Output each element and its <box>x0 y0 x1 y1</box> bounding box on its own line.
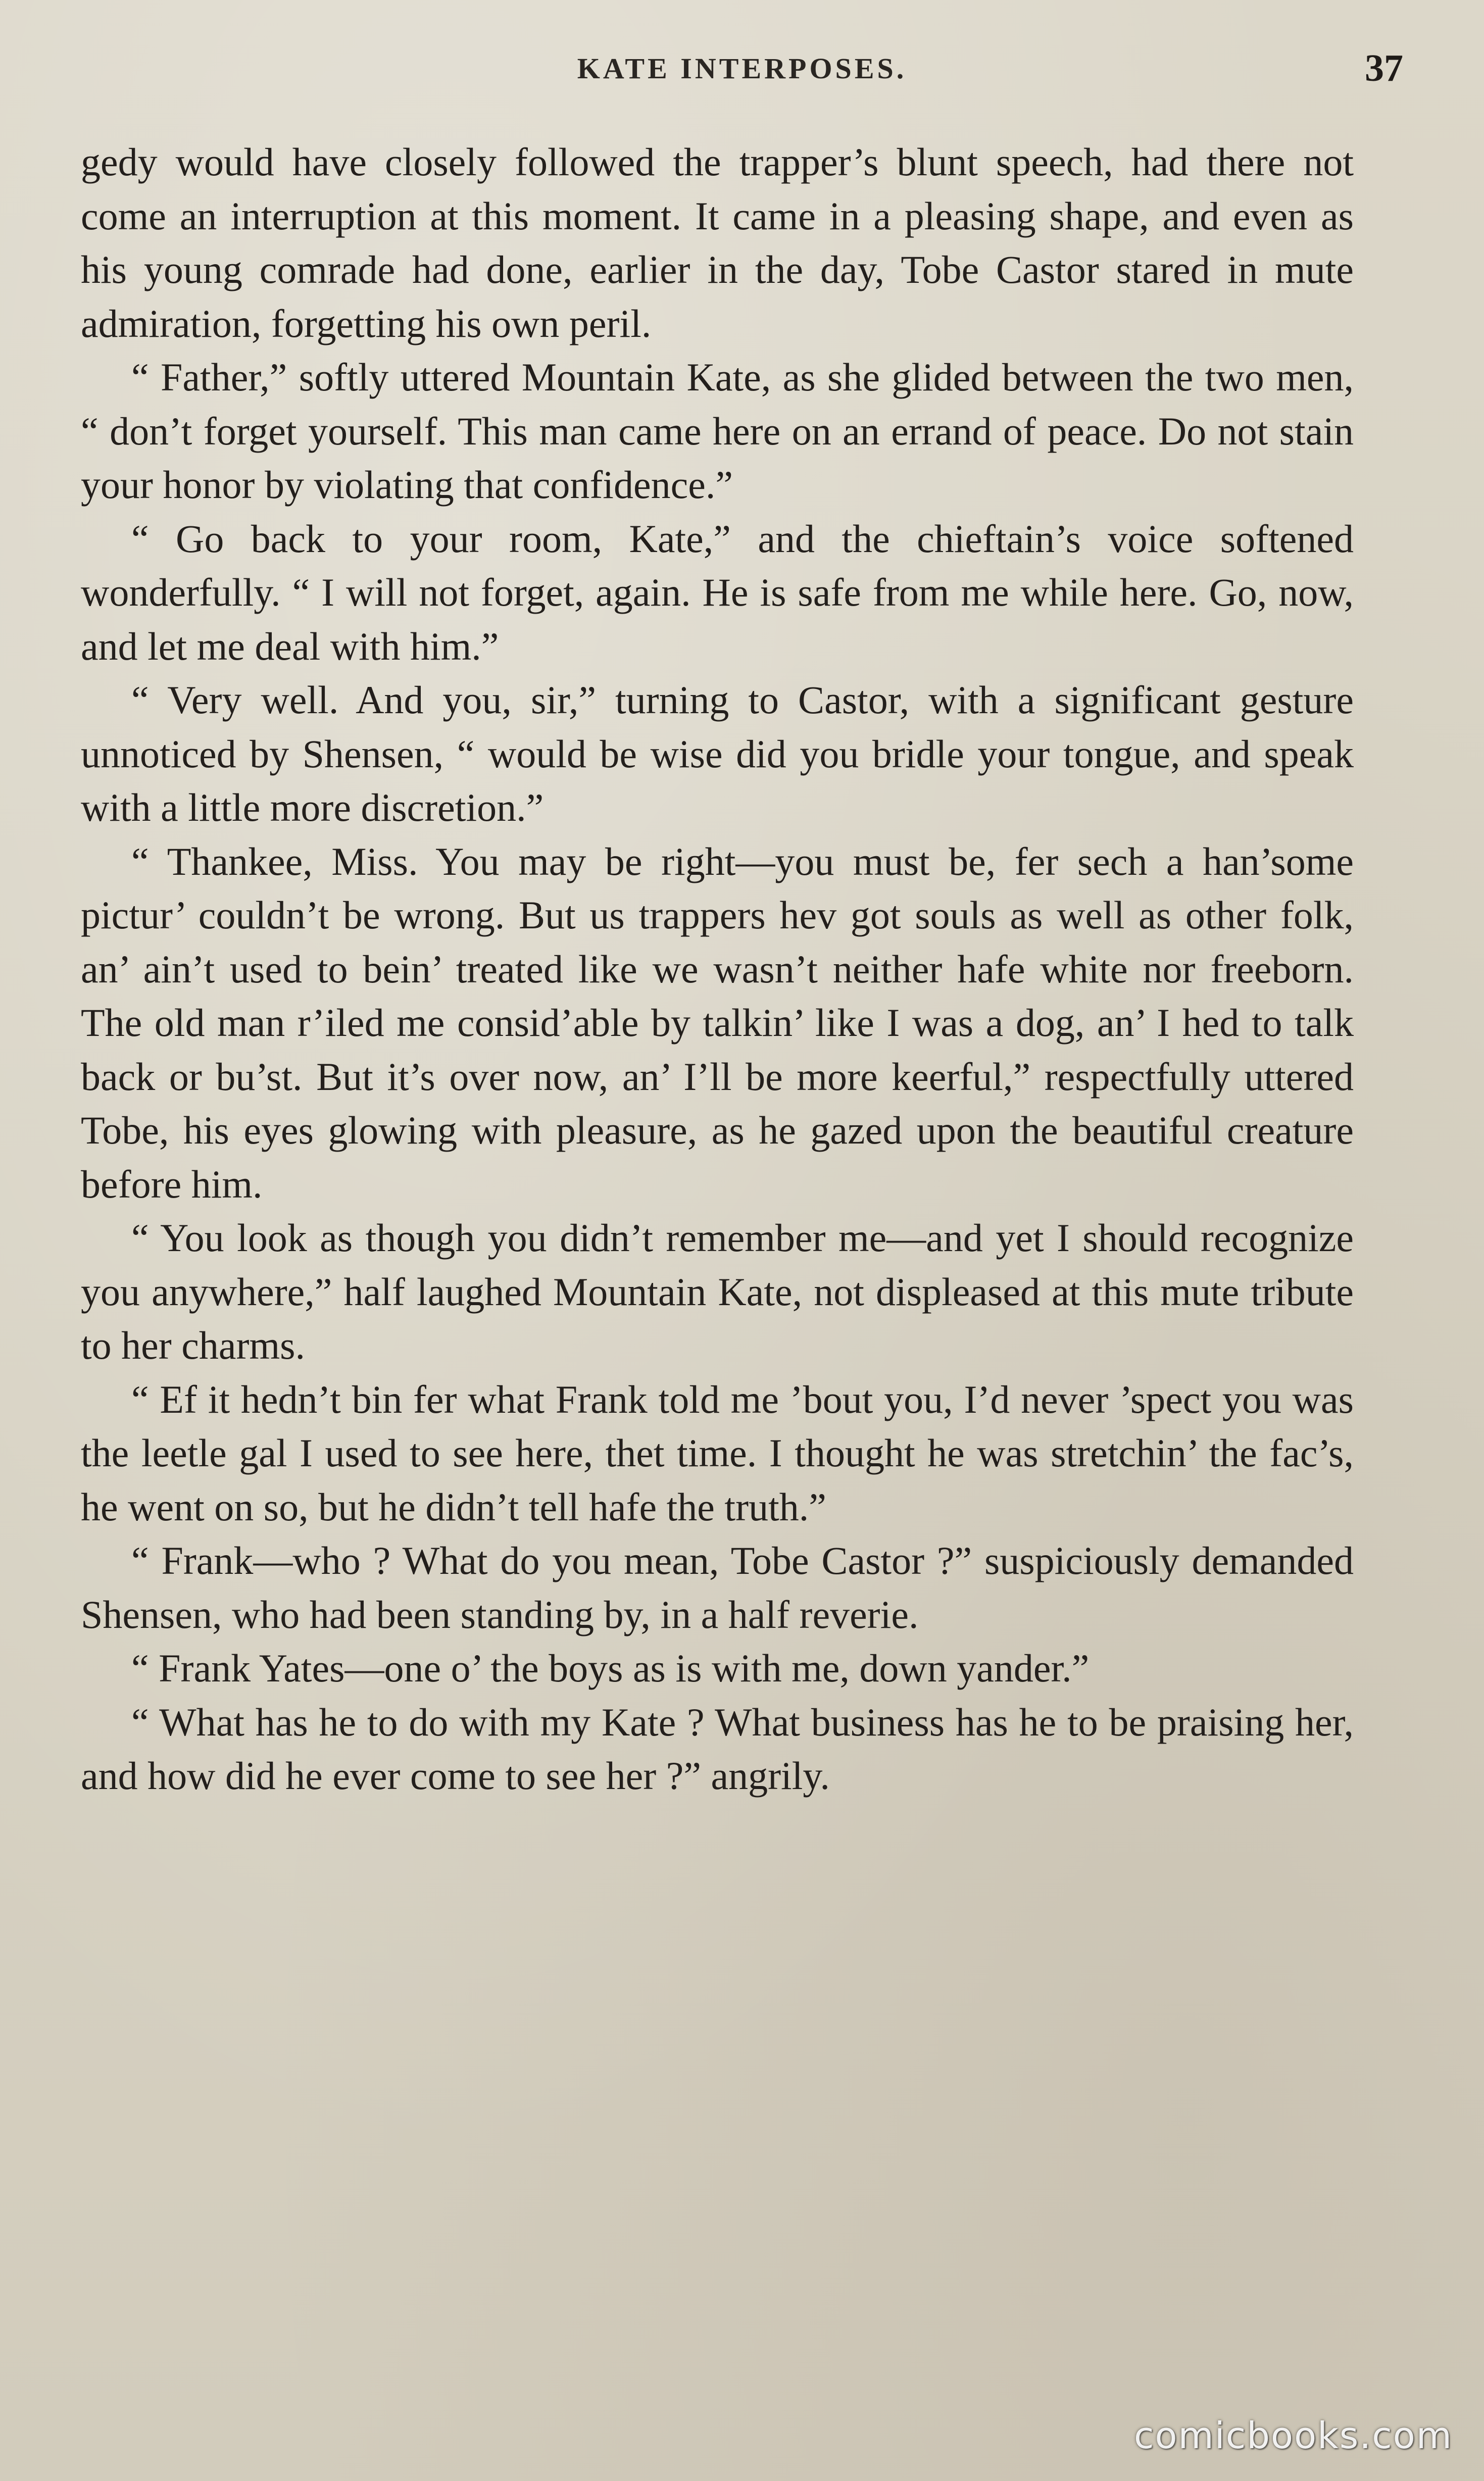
page-header <box>81 46 1403 102</box>
paragraph-8: “ Frank—who ? What do you mean, Tobe Castor ?” suspiciously demanded Shensen, who had been standing by, in a half reverie. <box>81 1539 1354 1636</box>
paragraph-5: “ Thankee, Miss. You may be right—you must be, fer sech a han’some pictur’ couldn’t be wrong. But us trappers hev got souls as well as other folk, an’ ain’t used to bein’ treated like we wasn’t neither hafe white nor freeborn. The old man r’iled me consid’able by talkin’ like I was a dog, an’ I hed to talk back or bu’st. But it’s over now, an’ I’ll be more keerful,” respectfully uttered Tobe, his eyes glowing with pleasure, as he gazed upon the beautiful creature before him. <box>81 839 1354 1206</box>
paragraph-6: “ You look as though you didn’t remember me—and yet I should recognize you anywhere,” half laughed Mountain Kate, not displeased at this mute tribute to her charms. <box>81 1216 1354 1367</box>
running-title: KATE INTERPOSES. <box>577 52 907 85</box>
paragraph-4: “ Very well. And you, sir,” turning to Castor, with a significant gesture unnoticed by Shensen, “ would be wise did you bridle your tongue, and speak with a little more discretion.” <box>81 678 1354 829</box>
paragraph-3: “ Go back to your room, Kate,” and the chieftain’s voice softened wonderfully. “ I will not forget, again. He is safe from me while here. Go, now, and let me deal with him.” <box>81 516 1354 668</box>
paragraph-10: “ What has he to do with my Kate ? What business has he to be praising her, and how did he ever come to see her ?” angrily. <box>81 1700 1354 1798</box>
body-text <box>81 135 1354 1803</box>
paragraph-1: gedy would have closely followed the trapper’s blunt speech, had there not come an interruption at this moment. It came in a pleasing shape, and even as his young comrade had done, earlier in the day, Tobe Castor stared in mute admiration, forgetting his own peril. <box>81 140 1354 345</box>
paragraph-9: “ Frank Yates—one o’ the boys as is with me, down yander.” <box>131 1646 1090 1690</box>
page-number: 37 <box>1365 47 1403 89</box>
watermark: comicbooks.com <box>1133 2414 1453 2457</box>
paragraph-2: “ Father,” softly uttered Mountain Kate, as she glided between the two men, “ don’t forget yourself. This man came here on an errand of peace. Do not stain your honor by violating that confidence.” <box>81 355 1354 507</box>
paragraph-7: “ Ef it hedn’t bin fer what Frank told me ’bout you, I’d never ’spect you was the leetle gal I used to see here, thet time. I thought he was stretchin’ the fac’s, he went on so, but he didn’t tell hafe the truth.” <box>81 1377 1354 1529</box>
